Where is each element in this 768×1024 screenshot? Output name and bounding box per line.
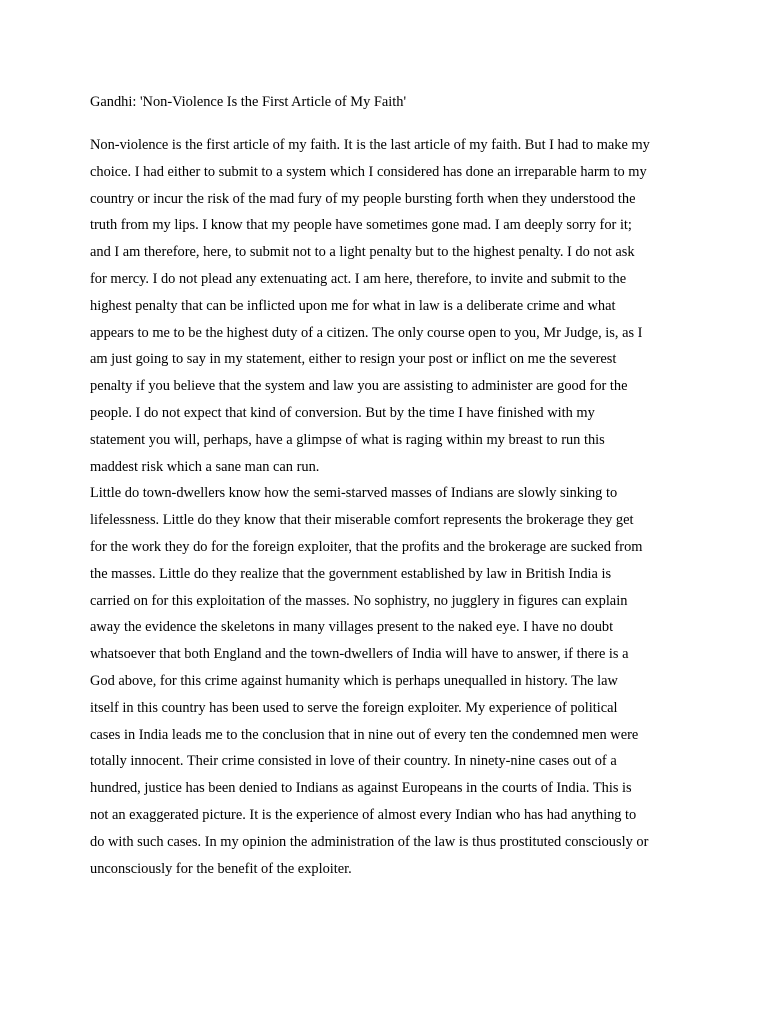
text-line: the masses. Little do they realize that the government established by law in British India is xyxy=(90,565,612,582)
text-line: itself in this country has been used to serve the foreign exploiter. My experience of political xyxy=(90,699,618,716)
text-line: and I am therefore, here, to submit not to a light penalty but to the highest penalty. I do not ask xyxy=(90,244,635,261)
document-title: Gandhi: 'Non-Violence Is the First Article of My Faith' xyxy=(90,94,407,110)
text-line: choice. I had either to submit to a system which I considered has done an irreparable harm to my xyxy=(90,163,647,180)
text-line: for the work they do for the foreign exploiter, that the profits and the brokerage are sucked from xyxy=(90,538,643,555)
text-line: hundred, justice has been denied to Indians as against Europeans in the courts of India. This is xyxy=(90,780,632,797)
text-line: unconsciously for the benefit of the exploiter. xyxy=(90,860,352,877)
text-line: penalty if you believe that the system and law you are assisting to administer are good for the xyxy=(90,378,628,395)
text-line: away the evidence the skeletons in many villages present to the naked eye. I have no doubt xyxy=(90,619,614,636)
text-line: whatsoever that both England and the town-dwellers of India will have to answer, if there is a xyxy=(90,646,629,663)
text-line: maddest risk which a sane man can run. xyxy=(90,458,320,475)
text-line: cases in India leads me to the conclusion that in nine out of every ten the condemned men were xyxy=(90,726,639,743)
text-line: not an exaggerated picture. It is the experience of almost every Indian who has had anything to xyxy=(90,806,637,823)
text-line: for mercy. I do not plead any extenuating act. I am here, therefore, to invite and submit to the xyxy=(90,270,627,287)
text-line: do with such cases. In my opinion the administration of the law is thus prostituted consciously or xyxy=(90,833,649,850)
text-line: totally innocent. Their crime consisted in love of their country. In ninety-nine cases out of a xyxy=(90,753,617,770)
text-line: appears to me to be the highest duty of a citizen. The only course open to you, Mr Judge, is, as I xyxy=(90,324,643,341)
text-line: statement you will, perhaps, have a glimpse of what is raging within my breast to run this xyxy=(90,431,605,448)
text-line: Non-violence is the first article of my faith. It is the last article of my faith. But I had to make my xyxy=(90,137,650,153)
text-line: carried on for this exploitation of the masses. No sophistry, no jugglery in figures can explain xyxy=(90,592,628,609)
text-line: lifelessness. Little do they know that their miserable comfort represents the brokerage they get xyxy=(90,512,634,529)
text-line: truth from my lips. I know that my people have sometimes gone mad. I am deeply sorry for it; xyxy=(90,217,632,234)
text-line: am just going to say in my statement, either to resign your post or inflict on me the severest xyxy=(90,351,617,368)
text-line: people. I do not expect that kind of conversion. But by the time I have finished with my xyxy=(90,404,595,421)
text-line: Little do town-dwellers know how the semi-starved masses of Indians are slowly sinking to xyxy=(90,485,618,502)
text-line: God above, for this crime against humanity which is perhaps unequalled in history. The law xyxy=(90,672,618,689)
text-line: highest penalty that can be inflicted upon me for what in law is a deliberate crime and what xyxy=(90,297,616,314)
text-line: country or incur the risk of the mad fury of my people bursting forth when they understood the xyxy=(90,190,636,207)
document-body xyxy=(90,132,690,882)
